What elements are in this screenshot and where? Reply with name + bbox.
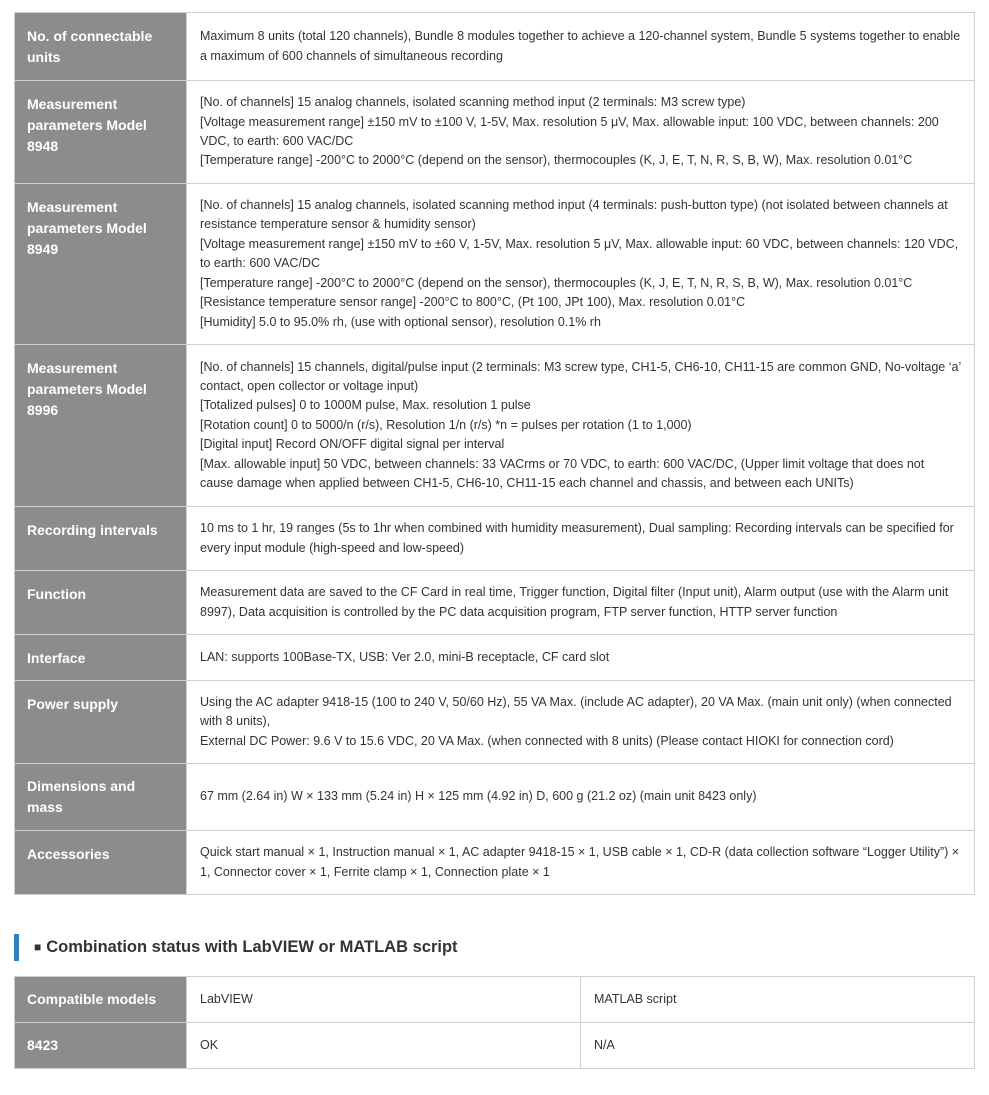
spec-row bbox=[15, 184, 975, 345]
table-header-row bbox=[15, 977, 975, 1023]
spec-label: Accessories bbox=[15, 831, 187, 895]
spec-row bbox=[15, 571, 975, 635]
spec-label: No. of connectable units bbox=[15, 13, 187, 81]
spec-value: Quick start manual × 1, Instruction manual × 1, AC adapter 9418-15 × 1, USB cable × 1, CD-R (data collection software “Logger Utility”) × 1, Connector cover × 1, Ferrite clamp × 1, Connection plate × 1 bbox=[187, 831, 975, 895]
spec-row bbox=[15, 345, 975, 507]
model-cell: 8423 bbox=[15, 1023, 187, 1069]
spec-value: [No. of channels] 15 channels, digital/pulse input (2 terminals: M3 screw type, CH1-5, CH6-10, CH11-15 are common GND, No-voltage ‘a’ contact, open collector or voltage input) [Totalized pulses] 0 to 1000M pulse, Max. resolution 1 pulse [Rotation count] 0 to 5000/n (r/s), Resolution 1/n (r/s) *n = pulses per rotation (1 to 1,000) [Digital input] Record ON/OFF digital signal per interval [Max. allowable input] 50 VDC, between channels: 33 VACrms or 70 VDC, to earth: 600 VAC/DC, (Upper limit voltage that does not cause damage when applied between CH1-5, CH6-10, CH11-15 each channel and chassis, and between each UNITs) bbox=[187, 345, 975, 507]
spec-row bbox=[15, 681, 975, 764]
labview-status-cell: OK bbox=[187, 1023, 581, 1069]
spec-value: [No. of channels] 15 analog channels, isolated scanning method input (4 terminals: push-button type) (not isolated between channels at resistance temperature sensor & humidity sensor) [Voltage measurement range] ±150 mV to ±60 V, 1-5V, Max. resolution 5 μV, Max. allowable input: 60 VDC, between channels: 120 VDC, to earth: 600 VAC/DC [Temperature range] -200°C to 2000°C (depend on the sensor), thermocouples (K, J, E, T, N, R, S, B, W), Max. resolution 0.01°C [Resistance temperature sensor range] -200°C to 800°C, (Pt 100, JPt 100), Max. resolution 0.01°C [Humidity] 5.0 to 95.0% rh, (use with optional sensor), resolution 0.1% rh bbox=[187, 184, 975, 345]
specifications-table bbox=[14, 12, 975, 895]
spec-row bbox=[15, 13, 975, 81]
spec-value: 10 ms to 1 hr, 19 ranges (5s to 1hr when combined with humidity measurement), Dual sampling: Recording intervals can be specified for every input module (high-speed and low-speed) bbox=[187, 507, 975, 571]
section-heading bbox=[14, 934, 458, 961]
square-bullet-icon: ■ bbox=[34, 940, 42, 954]
spec-label: Function bbox=[15, 571, 187, 635]
spec-label: Measurement parameters Model 8996 bbox=[15, 345, 187, 507]
column-header: LabVIEW bbox=[187, 977, 581, 1023]
spec-label: Measurement parameters Model 8948 bbox=[15, 81, 187, 184]
spec-value: [No. of channels] 15 analog channels, isolated scanning method input (2 terminals: M3 screw type) [Voltage measurement range] ±150 mV to ±100 V, 1-5V, Max. resolution 5 μV, Max. allowable input: 100 VDC, between channels: 200 VDC, to earth: 600 VAC/DC [Temperature range] -200°C to 2000°C (depend on the sensor), thermocouples (K, J, E, T, N, R, S, B, W), Max. resolution 0.01°C bbox=[187, 81, 975, 184]
spec-row bbox=[15, 81, 975, 184]
matlab-status-cell: N/A bbox=[581, 1023, 975, 1069]
spec-value: Using the AC adapter 9418-15 (100 to 240 V, 50/60 Hz), 55 VA Max. (include AC adapter), 20 VA Max. (main unit only) (when connected with 8 units), External DC Power: 9.6 V to 15.6 VDC, 20 VA Max. (when connected with 8 units) (Please contact HIOKI for connection cord) bbox=[187, 681, 975, 764]
spec-label: Dimensions and mass bbox=[15, 764, 187, 831]
spec-label: Measurement parameters Model 8949 bbox=[15, 184, 187, 345]
compatibility-table bbox=[14, 976, 975, 1069]
column-header: MATLAB script bbox=[581, 977, 975, 1023]
spec-row bbox=[15, 831, 975, 895]
spec-value: 67 mm (2.64 in) W × 133 mm (5.24 in) H × 125 mm (4.92 in) D, 600 g (21.2 oz) (main unit 8423 only) bbox=[187, 764, 975, 831]
spec-value: Maximum 8 units (total 120 channels), Bundle 8 modules together to achieve a 120-channel system, Bundle 5 systems together to enable a maximum of 600 channels of simultaneous recording bbox=[187, 13, 975, 81]
spec-value: Measurement data are saved to the CF Card in real time, Trigger function, Digital filter (Input unit), Alarm output (use with the Alarm unit 8997), Data acquisition is controlled by the PC data acquisition program, FTP server function, HTTP server function bbox=[187, 571, 975, 635]
spec-row bbox=[15, 507, 975, 571]
spec-label: Interface bbox=[15, 635, 187, 681]
spec-label: Recording intervals bbox=[15, 507, 187, 571]
spec-row bbox=[15, 635, 975, 681]
spec-label: Power supply bbox=[15, 681, 187, 764]
spec-row bbox=[15, 764, 975, 831]
column-header: Compatible models bbox=[15, 977, 187, 1023]
spec-value: LAN: supports 100Base-TX, USB: Ver 2.0, mini-B receptacle, CF card slot bbox=[187, 635, 975, 681]
table-row bbox=[15, 1023, 975, 1069]
section-title: Combination status with LabVIEW or MATLAB script bbox=[46, 938, 458, 956]
